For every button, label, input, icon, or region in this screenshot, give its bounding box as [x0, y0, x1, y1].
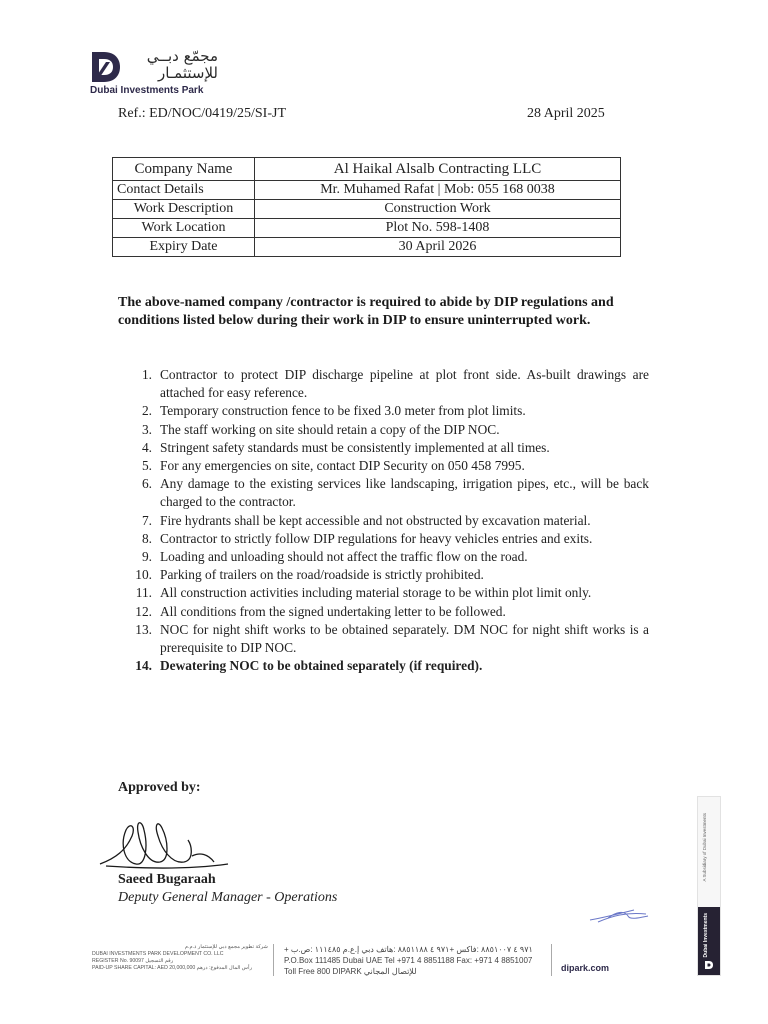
- logo-english-text: Dubai Investments Park: [90, 85, 204, 96]
- work-location-label: Work Location: [113, 219, 255, 238]
- brand-name: Dubai Investments: [703, 913, 709, 958]
- list-item: 1. Contractor to protect DIP discharge pipeline at plot front side. As-built drawings are attached for easy reference.: [141, 367, 649, 401]
- list-item: 13. NOC for night shift works to be obtained separately. DM NOC for night shift works is a prerequisite to DIP NOC.: [135, 621, 649, 656]
- list-item: 9. Loading and unloading should not affect the traffic flow on the road.: [141, 549, 528, 565]
- list-item: 6. Any damage to the existing services like landscaping, irrigation pipes, etc., will be back charged to the contractor.: [141, 476, 649, 510]
- work-location-value: Plot No. 598-1408: [255, 219, 621, 238]
- noc-details-table: [112, 157, 621, 257]
- signature-icon: [96, 806, 236, 876]
- logo-arabic-text: مجمّع دبــي للإستثمـار: [146, 47, 218, 82]
- subsidiary-tagline: A Subsidiary of Dubai Investments: [702, 813, 707, 882]
- footer-company-info: شركة تطوير مجمع دبي للإستثمار ذ.م.م DUBAI INVESTMENTS PARK DEVELOPMENT CO. LLC REGISTER No. 90097 رقم التسجيل PAID-UP SHARE CAPITAL: AED 20,000,000 رأس المال المدفوع: درهم: [92, 944, 268, 971]
- list-item: 14. Dewatering NOC to be obtained separately (if required).: [135, 658, 483, 674]
- footer-contact-info: + ٩٧١ ٤ ٨٨٥١٠٠٧ :فاكس +٩٧١ ٤ ٨٨٥١١٨٨ :هاتف دبي إ.ع.م ١١١٤٨٥ :ص.ب P.O.Box 111485 Dubai UAE Tel +971 4 8851188 Fax: +971 4 8851007 Toll Free 800 DIPARK للإتصال المجاني: [284, 945, 533, 976]
- list-item: 3. The staff working on site should retain a copy of the DIP NOC.: [141, 421, 500, 437]
- company-name-label: Company Name: [113, 158, 255, 181]
- work-description-label: Work Description: [113, 200, 255, 219]
- expiry-date-label: Expiry Date: [113, 238, 255, 257]
- list-item: 7. Fire hydrants shall be kept accessible and not obstructed by excavation material.: [141, 512, 591, 528]
- footer-website-link[interactable]: dipark.com: [561, 963, 610, 973]
- list-item: 2. Temporary construction fence to be fixed 3.0 meter from plot limits.: [141, 403, 526, 419]
- letter-date: 28 April 2025: [527, 106, 605, 121]
- company-name-value: Al Haikal Alsalb Contracting LLC: [255, 158, 621, 181]
- dip-logo-icon: [90, 50, 122, 84]
- list-item: 11. All construction activities including material storage to be within plot limit only.: [135, 585, 592, 601]
- table-row: [113, 158, 621, 181]
- brand-sidebar: [697, 796, 721, 976]
- contact-details-value: Mr. Muhamed Rafat | Mob: 055 168 0038: [255, 181, 621, 200]
- brand-block: [698, 907, 720, 975]
- conditions-list: [118, 366, 649, 675]
- company-logo: [90, 48, 230, 100]
- reference-number: Ref.: ED/NOC/0419/25/SI-JT: [118, 106, 286, 121]
- list-item: 8. Contractor to strictly follow DIP regulations for heavy vehicles entries and exits.: [141, 530, 593, 546]
- list-item: 5. For any emergencies on site, contact DIP Security on 050 458 7995.: [141, 458, 525, 474]
- contact-details-label: Contact Details: [113, 181, 255, 200]
- intro-paragraph: The above-named company /contractor is required to abide by DIP regulations and conditions listed below during their work in DIP to ensure uninterrupted work.: [118, 295, 614, 328]
- signatory-title: Deputy General Manager - Operations: [118, 890, 338, 905]
- table-row: [113, 200, 621, 219]
- list-item: 12. All conditions from the signed undertaking letter to be followed.: [135, 603, 506, 619]
- list-item: 4. Stringent safety standards must be consistently implemented at all times.: [141, 439, 550, 455]
- footer-divider: [273, 944, 274, 976]
- signatory-name: Saeed Bugaraah: [118, 872, 216, 887]
- dubai-investments-logo-icon: [704, 960, 714, 970]
- approved-by-label: Approved by:: [118, 780, 201, 795]
- list-item: 10. Parking of trailers on the road/roadside is strictly prohibited.: [135, 567, 484, 583]
- table-row: [113, 181, 621, 200]
- expiry-date-value: 30 April 2026: [255, 238, 621, 257]
- table-row: [113, 219, 621, 238]
- work-description-value: Construction Work: [255, 200, 621, 219]
- footer-divider: [551, 944, 552, 976]
- table-row: [113, 238, 621, 257]
- initials-stamp-icon: [588, 902, 652, 926]
